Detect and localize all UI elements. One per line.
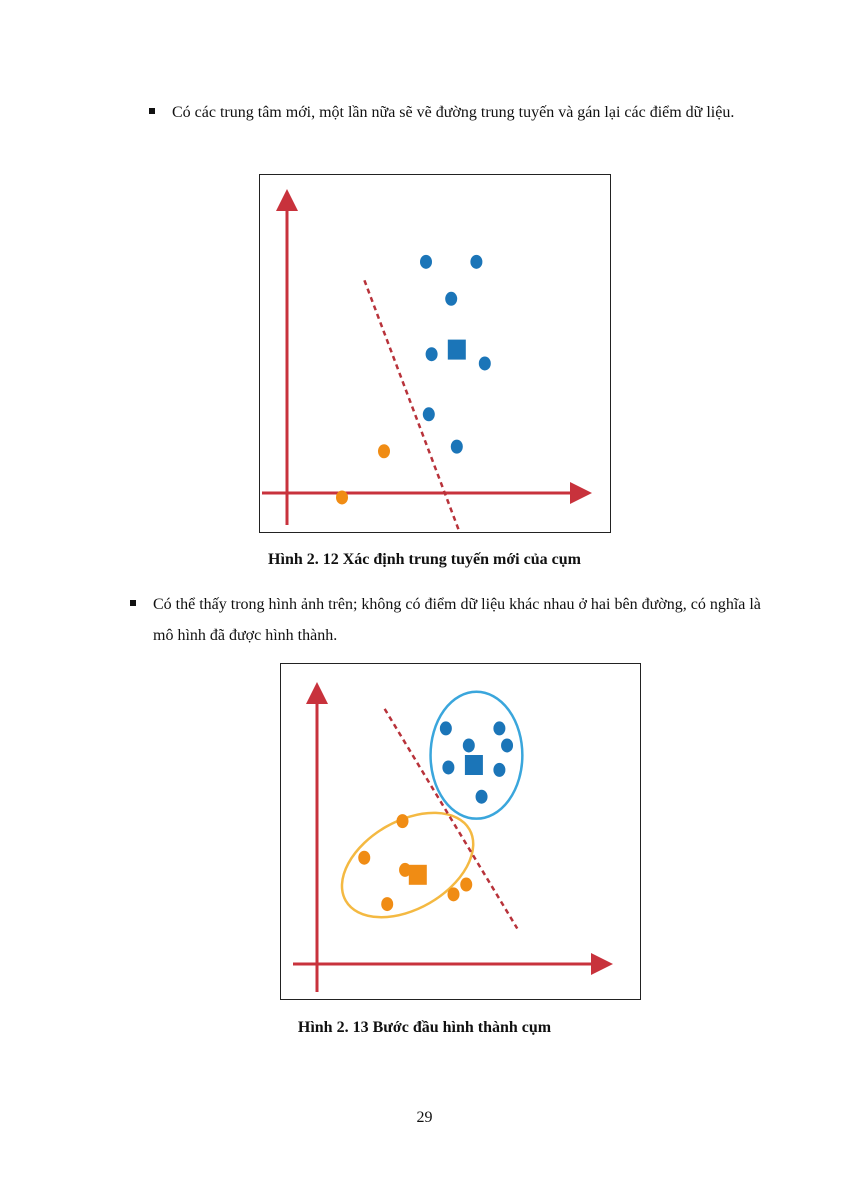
scatter-chart-2 — [281, 664, 640, 999]
blue-data-point — [423, 407, 435, 421]
scatter-chart-1 — [260, 175, 610, 532]
x-axis-arrow-icon — [570, 482, 592, 504]
blue-data-point — [476, 790, 488, 804]
figure-caption-2-12: Hình 2. 12 Xác định trung tuyến mới của cụm — [268, 551, 581, 568]
bullet-marker — [149, 108, 155, 114]
page-number: 29 — [416, 1109, 433, 1126]
blue-data-point — [440, 721, 452, 735]
blue-data-point — [493, 763, 505, 777]
orange-data-point — [448, 887, 460, 901]
orange-data-point — [336, 490, 348, 504]
bullet-paragraph-1 — [172, 97, 772, 128]
paragraph-text: Có các trung tâm mới, một lần nữa sẽ vẽ đường trung tuyến và gán lại các điểm dữ liệu. — [172, 104, 735, 121]
blue-data-point — [470, 255, 482, 269]
orange-data-point — [397, 814, 409, 828]
bullet-paragraph-2 — [153, 589, 773, 651]
bullet-marker — [130, 600, 136, 606]
y-axis-arrow-icon — [276, 189, 298, 211]
figure-2-13 — [280, 663, 641, 1000]
blue-data-point — [479, 356, 491, 370]
blue-data-point — [445, 292, 457, 306]
paragraph-text: Có thể thấy trong hình ảnh trên; không có điểm dữ liệu khác nhau ở hai bên đường, có nghĩa là mô hình đã được hình thành. — [153, 596, 761, 644]
figure-2-12 — [259, 174, 611, 533]
y-axis-arrow-icon — [306, 682, 328, 704]
orange-data-point — [460, 878, 472, 892]
orange-data-point — [358, 851, 370, 865]
blue-data-point — [463, 738, 475, 752]
blue-data-point — [442, 760, 454, 774]
blue-data-point — [420, 255, 432, 269]
blue-data-point — [426, 347, 438, 361]
blue-data-point — [451, 440, 463, 454]
orange-data-point — [378, 444, 390, 458]
blue-centroid-marker — [465, 755, 483, 775]
orange-centroid-marker — [409, 865, 427, 885]
orange-data-point — [381, 897, 393, 911]
blue-data-point — [501, 738, 513, 752]
x-axis-arrow-icon — [591, 953, 613, 975]
blue-data-point — [493, 721, 505, 735]
blue-centroid-marker — [448, 340, 466, 360]
figure-caption-2-13: Hình 2. 13 Bước đầu hình thành cụm — [297, 1019, 552, 1036]
